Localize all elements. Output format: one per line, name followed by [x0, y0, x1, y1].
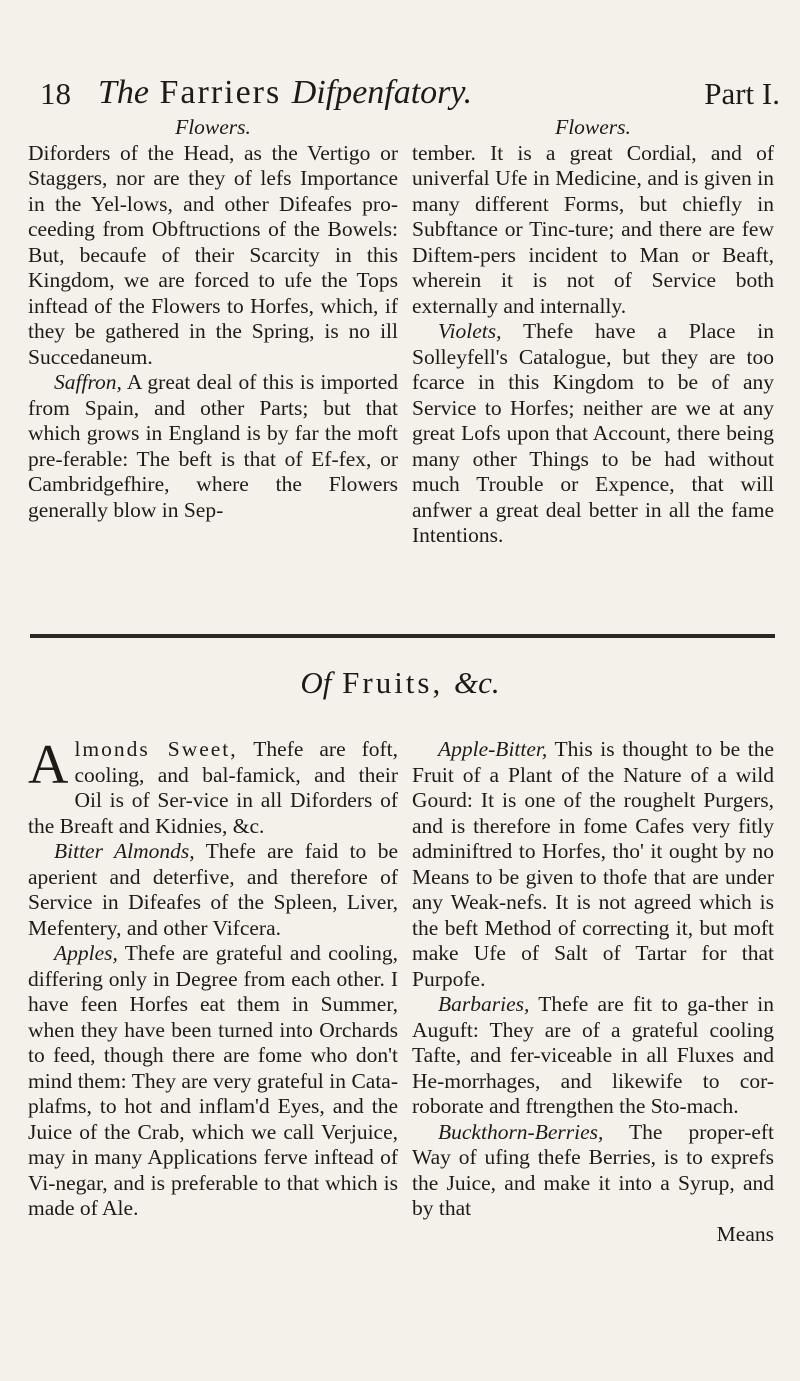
bottom-left-column: [28, 734, 399, 1222]
section-of: Of: [300, 665, 332, 700]
top-left-column: [28, 115, 398, 523]
drop-cap: A: [28, 734, 69, 796]
paragraph-violets: [412, 319, 774, 549]
bottom-right-column: [412, 737, 774, 1247]
part-label: Part I.: [704, 76, 780, 111]
apple-bitter-text: This is thought to be the Fruit of a Plant of the Nature of a wild Gourd: It is one of the roughelt Purgers, and is therefore in fome Cafes very fitly adminiftred to Horfes, tho' it ought by no Means to be given to thofe that are under any Weak-nefs. It is not agreed which is the beft Method of correcting it, but moft make Ufe of Salt of Tartar for that Purpofe.: [412, 737, 774, 991]
paragraph-apples: [28, 941, 398, 1222]
paragraph-buckthorn: [412, 1120, 774, 1222]
column-runhead-left: Flowers.: [175, 115, 251, 139]
paragraph-apple-bitter: [412, 737, 774, 992]
page-number: 18: [40, 76, 71, 111]
section-heading: [0, 665, 800, 701]
paragraph-almonds: [28, 734, 399, 839]
column-runhead-right: Flowers.: [555, 115, 631, 139]
term-saffron: Saffron,: [54, 370, 122, 394]
page-header: [40, 68, 780, 112]
term-violets: Violets,: [438, 319, 502, 343]
running-title-italic: Difpenfatory.: [291, 74, 473, 111]
violets-text: Thefe have a Place in Solleyfell's Catalogue, but they are too fcarce in this Kingdom to be of any Service to Horfes; neither are we at any great Lofs upon that Account, there being many other Things to be had without much Trouble or Expence, that will anfwer a great deal better in all the fame Intentions.: [412, 319, 774, 547]
catchword: Means: [716, 1221, 774, 1246]
almonds-text: Thefe are foft, cooling, and bal-famick, and their Oil is of Ser-vice in all Diforders of the Breaft and Kidnies, &c.: [28, 737, 399, 838]
paragraph-flowers-continued: Diforders of the Head, as the Vertigo or Staggers, nor are they of lefs Importance in the Yel-lows, and other Difeafes pro-ceeding from Obftructions of the Bowels: But, becaufe of their Scarcity in this Kingdom, we are forced to ufe the Tops inftead of the Flowers to Horfes, which, if they be gathered in the Spring, is no ill Succedaneum.: [28, 140, 398, 369]
paragraph-barbaries: [412, 992, 774, 1120]
term-buckthorn-berries: Buckthorn-Berries,: [438, 1119, 604, 1144]
running-title-main: Farriers: [159, 74, 282, 111]
top-right-column: [412, 115, 774, 549]
term-almonds-sweet: lmonds Sweet,: [74, 737, 238, 761]
section-divider: [30, 634, 775, 638]
term-apples: Apples,: [54, 941, 118, 965]
paragraph-saffron: [28, 370, 398, 523]
term-bitter-almonds: Bitter Almonds,: [54, 839, 195, 863]
section-fruits: Fruits,: [342, 665, 444, 700]
running-title: [98, 74, 472, 112]
paragraph-saffron-continued: tember. It is a great Cordial, and of univerfal Ufe in Medicine, and is given in many different Forms, but chiefly in Subftance or Tinc-ture; and there are few Diftem-pers incident to Man or Beaft, wherein it is not of Service both externally and internally.: [412, 140, 774, 318]
term-apple-bitter: Apple-Bitter,: [438, 737, 548, 761]
section-etc: &c.: [453, 665, 500, 700]
term-barbaries: Barbaries,: [438, 992, 530, 1016]
barbaries-text: Thefe are fit to ga-ther in Auguft: They are of a grateful cooling Tafte, and fer-viceable in all Fluxes and He-morrhages, and likewife to cor-roborate and ftrengthen the Sto-mach.: [412, 992, 774, 1118]
running-title-prefix: The: [98, 74, 149, 111]
paragraph-bitter-almonds: [28, 839, 398, 941]
bitter-almonds-text: Thefe are faid to be aperient and deterfive, and therefore of Service in Difeafes of the Spleen, Liver, Mefentery, and other Vifcera.: [28, 839, 398, 940]
apples-text: Thefe are grateful and cooling, differing only in Degree from each other. I have feen Horfes eat them in Summer, when they have been turned into Orchards to feed, though there are fome who don't mind them: They are very grateful in Cata-plafms, to hot and inflam'd Eyes, and the Juice of the Crab, which we call Verjuice, may in many Applications ferve inftead of Vi-negar, and is preferable to that which is made of Ale.: [28, 941, 398, 1220]
saffron-text: A great deal of this is imported from Spain, and other Parts; but that which grows in England is by far the moft pre-ferable: The beft is that of Ef-fex, or Cambridgefhire, where the Flowers generally blow in Sep-: [28, 370, 398, 522]
buckthorn-text: The proper-eft Way of ufing thefe Berries, is to exprefs the Juice, and make it into a Syrup, and by that: [412, 1119, 774, 1220]
